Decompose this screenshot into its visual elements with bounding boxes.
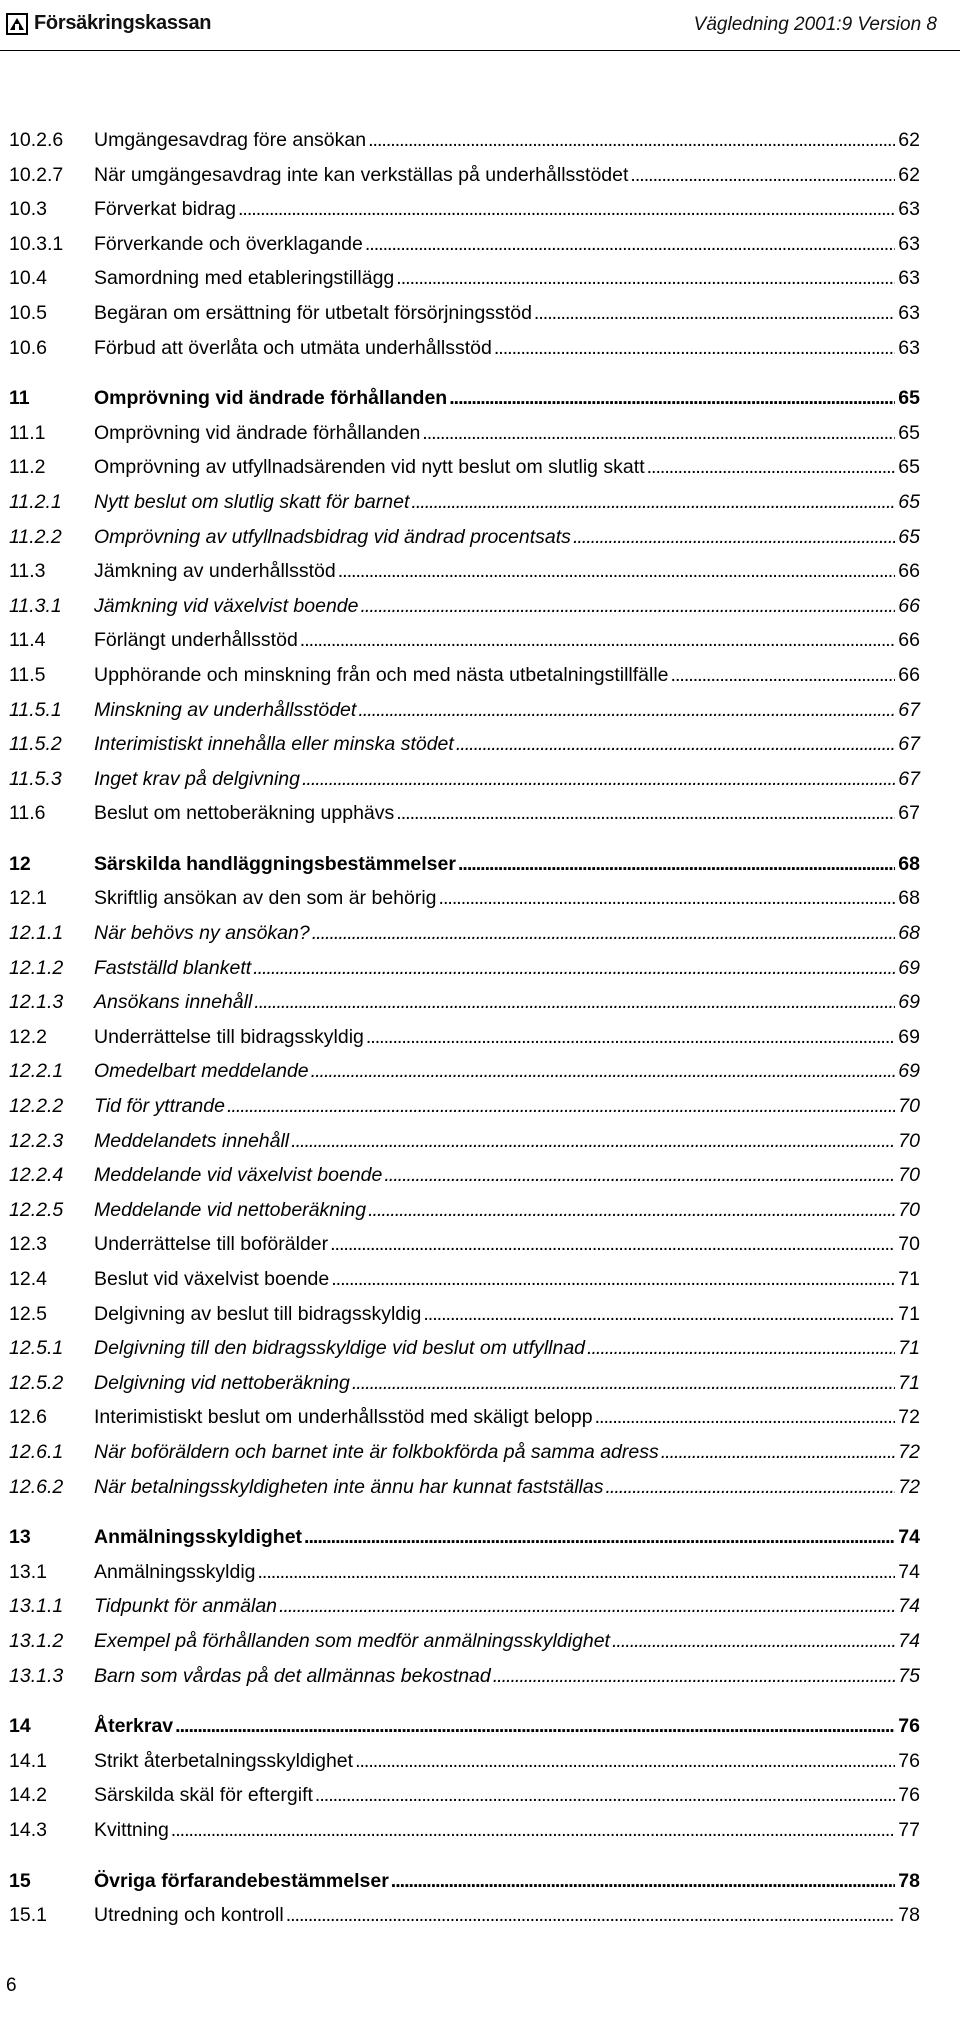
toc-chapter-entry[interactable] xyxy=(9,1520,920,1555)
toc-entry[interactable] xyxy=(9,1624,920,1659)
dot-leader xyxy=(534,296,895,331)
toc-chapter-entry[interactable] xyxy=(9,381,920,416)
toc-entry-title: Nytt beslut om slutlig skatt för barnet xyxy=(94,490,410,513)
section-gap xyxy=(9,365,920,381)
toc-entry-page: 66 xyxy=(898,594,920,617)
toc-entry-number: 11 xyxy=(9,387,30,410)
dot-leader xyxy=(661,1435,896,1470)
toc-entry-page: 68 xyxy=(898,922,920,945)
toc-entry-number: 15 xyxy=(9,1869,31,1892)
toc-chapter-entry[interactable] xyxy=(9,847,920,882)
toc-entry-number: 13.1.3 xyxy=(9,1664,64,1687)
dot-leader xyxy=(612,1624,895,1659)
toc-entry[interactable] xyxy=(9,1778,920,1813)
toc-entry[interactable] xyxy=(9,450,920,485)
toc-entry-page: 70 xyxy=(898,1164,920,1187)
toc-entry-page: 62 xyxy=(898,163,920,186)
toc-entry-number: 13.1.2 xyxy=(9,1629,64,1652)
toc-entry-number: 11.3 xyxy=(9,560,46,583)
toc-entry[interactable] xyxy=(9,1898,920,1933)
dot-leader xyxy=(365,227,895,262)
dot-leader xyxy=(458,847,895,882)
toc-entry-number: 11.5.1 xyxy=(9,698,62,721)
header-divider xyxy=(0,50,960,51)
toc-entry-number: 10.3 xyxy=(9,198,47,221)
table-of-contents xyxy=(9,123,920,1933)
toc-entry[interactable] xyxy=(9,985,920,1020)
toc-entry-page: 70 xyxy=(898,1095,920,1118)
toc-entry-page: 62 xyxy=(898,129,920,151)
toc-entry-title: Övriga förfarandebestämmelser xyxy=(94,1869,389,1892)
toc-entry[interactable] xyxy=(9,123,920,158)
document-reference: Vägledning 2001:9 Version 8 xyxy=(693,14,937,35)
toc-entry-title: Omprövning vid ändrade förhållanden xyxy=(94,387,448,410)
toc-entry[interactable] xyxy=(9,796,920,831)
toc-entry-page: 63 xyxy=(898,267,920,290)
toc-entry-title: Meddelande vid växelvist boende xyxy=(94,1164,383,1187)
dot-leader xyxy=(573,520,895,555)
toc-entry-page: 70 xyxy=(898,1129,920,1152)
dot-leader xyxy=(352,1366,895,1401)
toc-entry[interactable] xyxy=(9,485,920,520)
toc-entry-number: 11.5.3 xyxy=(9,767,62,790)
toc-entry-number: 12.2 xyxy=(9,1025,47,1048)
toc-entry-title: Samordning med etableringstillägg xyxy=(94,267,395,290)
toc-entry[interactable] xyxy=(9,227,920,262)
toc-entry-number: 12.5.1 xyxy=(9,1337,64,1360)
toc-entry-title: Delgivning av beslut till bidragsskyldig xyxy=(94,1302,422,1325)
logo-icon xyxy=(6,13,28,35)
toc-entry-number: 14.2 xyxy=(9,1784,47,1807)
toc-entry[interactable] xyxy=(9,623,920,658)
toc-entry[interactable] xyxy=(9,1297,920,1332)
page-number: 6 xyxy=(6,1975,17,1996)
toc-entry-number: 13.1.1 xyxy=(9,1595,64,1618)
toc-entry-number: 11.6 xyxy=(9,802,46,825)
toc-entry-title: Skriftlig ansökan av den som är behörig xyxy=(94,887,437,910)
dot-leader xyxy=(338,554,896,589)
dot-leader xyxy=(279,1589,895,1624)
section-gap xyxy=(9,1848,920,1864)
toc-entry-number: 10.2.6 xyxy=(9,129,64,151)
page-header xyxy=(0,0,960,56)
toc-entry-title: Tid för yttrande xyxy=(94,1095,225,1118)
toc-entry[interactable] xyxy=(9,1366,920,1401)
toc-entry-number: 12.1.3 xyxy=(9,991,64,1014)
toc-entry-page: 63 xyxy=(898,336,920,359)
toc-entry[interactable] xyxy=(9,158,920,193)
toc-entry-title: Interimistiskt beslut om underhållsstöd med skäligt belopp xyxy=(94,1406,593,1429)
toc-entry-title: Anmälningsskyldighet xyxy=(94,1526,303,1549)
toc-entry-title: Omprövning av utfyllnadsbidrag vid ändrad procentsats xyxy=(94,525,571,548)
toc-entry-title: Delgivning till den bidragsskyldige vid beslut om utfyllnad xyxy=(94,1337,586,1360)
toc-entry-number: 10.4 xyxy=(9,267,47,290)
toc-entry[interactable] xyxy=(9,658,920,693)
dot-leader xyxy=(302,762,895,797)
toc-entry[interactable] xyxy=(9,589,920,624)
dot-leader xyxy=(253,951,895,986)
dot-leader xyxy=(396,261,895,296)
toc-entry-title: Begäran om ersättning för utbetalt försörjningsstöd xyxy=(94,301,532,324)
dot-leader xyxy=(315,1778,895,1813)
dot-leader xyxy=(291,1124,895,1159)
toc-entry[interactable] xyxy=(9,1193,920,1228)
toc-entry-number: 11.3.1 xyxy=(9,594,62,617)
toc-entry-number: 11.4 xyxy=(9,629,46,652)
toc-entry-page: 72 xyxy=(898,1406,920,1429)
toc-entry[interactable] xyxy=(9,1813,920,1848)
dot-leader xyxy=(439,881,896,916)
toc-entry-number: 11.5.2 xyxy=(9,733,62,756)
toc-entry-title: När betalningsskyldigheten inte ännu har kunnat fastställas xyxy=(94,1475,604,1498)
toc-entry-page: 67 xyxy=(898,698,920,721)
toc-entry-title: Strikt återbetalningsskyldighet xyxy=(94,1749,354,1772)
toc-entry-title: Inget krav på delgivning xyxy=(94,767,300,790)
toc-entry[interactable] xyxy=(9,1400,920,1435)
toc-entry-page: 71 xyxy=(898,1268,920,1290)
toc-entry-number: 12.1.2 xyxy=(9,956,64,979)
toc-entry-number: 12.2.5 xyxy=(9,1198,64,1221)
toc-entry-title: Särskilda skäl för eftergift xyxy=(94,1784,313,1807)
dot-leader xyxy=(331,1262,895,1297)
toc-entry-page: 65 xyxy=(898,421,920,444)
toc-entry-title: Ansökans innehåll xyxy=(94,991,253,1014)
toc-entry-page: 75 xyxy=(898,1664,920,1687)
toc-entry-number: 14.3 xyxy=(9,1818,47,1841)
toc-entry-page: 76 xyxy=(898,1749,920,1772)
dot-leader xyxy=(304,1520,895,1555)
toc-entry-page: 74 xyxy=(898,1629,920,1652)
toc-entry-title: Förlängt underhållsstöd xyxy=(94,629,298,652)
toc-entry-title: Återkrav xyxy=(94,1715,174,1738)
toc-chapter-entry[interactable] xyxy=(9,1709,920,1744)
toc-entry[interactable] xyxy=(9,1262,920,1297)
logo-text: Försäkringskassan xyxy=(34,12,212,34)
toc-entry-page: 63 xyxy=(898,198,920,221)
dot-leader xyxy=(358,693,895,728)
toc-entry-page: 66 xyxy=(898,560,920,583)
toc-entry-page: 74 xyxy=(898,1560,920,1583)
toc-entry-page: 71 xyxy=(898,1302,920,1325)
toc-entry-title: Interimistiskt innehålla eller minska stödet xyxy=(94,733,454,756)
toc-entry-page: 76 xyxy=(898,1715,920,1738)
toc-entry[interactable] xyxy=(9,1470,920,1505)
toc-entry-title: Kvittning xyxy=(94,1818,169,1841)
toc-entry-number: 11.2.1 xyxy=(9,490,62,513)
toc-entry-page: 69 xyxy=(898,1025,920,1048)
section-gap xyxy=(9,1693,920,1709)
toc-entry[interactable] xyxy=(9,762,920,797)
toc-entry[interactable] xyxy=(9,416,920,451)
toc-entry-title: Umgängesavdrag före ansökan xyxy=(94,129,367,151)
dot-leader xyxy=(366,1020,895,1055)
toc-entry-page: 77 xyxy=(898,1818,920,1841)
dot-leader xyxy=(449,381,895,416)
section-gap xyxy=(9,1504,920,1520)
toc-entry-number: 15.1 xyxy=(9,1904,47,1927)
toc-entry-number: 12.2.1 xyxy=(9,1060,64,1083)
toc-entry-page: 69 xyxy=(898,1060,920,1083)
toc-entry-title: Underrättelse till bidragsskyldig xyxy=(94,1025,364,1048)
section-gap xyxy=(9,831,920,847)
toc-entry-title: Beslut vid växelvist boende xyxy=(94,1268,330,1290)
toc-entry-title: Jämkning av underhållsstöd xyxy=(94,560,336,583)
toc-entry-title: Särskilda handläggningsbestämmelser xyxy=(94,852,456,875)
toc-entry[interactable] xyxy=(9,1227,920,1262)
dot-leader xyxy=(238,192,895,227)
dot-leader xyxy=(368,1193,895,1228)
toc-entry[interactable] xyxy=(9,1659,920,1694)
toc-entry-number: 12.3 xyxy=(9,1233,47,1256)
toc-entry[interactable] xyxy=(9,1089,920,1124)
toc-entry-title: Delgivning vid nettoberäkning xyxy=(94,1371,350,1394)
toc-entry-title: Omprövning vid ändrade förhållanden xyxy=(94,421,421,444)
toc-entry-number: 14.1 xyxy=(9,1749,47,1772)
toc-entry[interactable] xyxy=(9,1435,920,1470)
toc-entry-number: 12.5.2 xyxy=(9,1371,64,1394)
dot-leader xyxy=(286,1898,896,1933)
toc-entry-page: 70 xyxy=(898,1198,920,1221)
dot-leader xyxy=(494,331,895,366)
toc-entry-title: Förverkande och överklagande xyxy=(94,232,363,255)
dot-leader xyxy=(391,1864,896,1899)
toc-entry[interactable] xyxy=(9,192,920,227)
dot-leader xyxy=(312,916,896,951)
toc-entry-title: Beslut om nettoberäkning upphävs xyxy=(94,802,395,825)
toc-entry-page: 71 xyxy=(898,1337,920,1360)
toc-entry[interactable] xyxy=(9,881,920,916)
dot-leader xyxy=(258,1555,896,1590)
toc-entry[interactable] xyxy=(9,261,920,296)
toc-entry-title: Jämkning vid växelvist boende xyxy=(94,594,359,617)
toc-entry[interactable] xyxy=(9,331,920,366)
toc-entry-number: 10.5 xyxy=(9,301,47,324)
toc-entry-number: 12.6.1 xyxy=(9,1440,64,1463)
dot-leader xyxy=(311,1054,896,1089)
toc-entry-number: 11.5 xyxy=(9,663,46,686)
toc-entry-title: Underrättelse till boförälder xyxy=(94,1233,329,1256)
toc-entry-page: 67 xyxy=(898,802,920,825)
toc-entry-number: 12.2.4 xyxy=(9,1164,64,1187)
toc-entry-number: 10.2.7 xyxy=(9,163,64,186)
dot-leader xyxy=(330,1227,895,1262)
toc-entry-number: 12 xyxy=(9,852,31,875)
toc-entry-title: När umgängesavdrag inte kan verkställas på underhållsstödet xyxy=(94,163,629,186)
toc-entry[interactable] xyxy=(9,1589,920,1624)
toc-entry-page: 66 xyxy=(898,629,920,652)
toc-entry[interactable] xyxy=(9,554,920,589)
toc-entry-title: När behövs ny ansökan? xyxy=(94,922,310,945)
toc-entry-number: 11.1 xyxy=(9,421,46,444)
toc-entry-number: 12.1.1 xyxy=(9,922,64,945)
toc-entry[interactable] xyxy=(9,727,920,762)
toc-entry-number: 10.6 xyxy=(9,336,47,359)
toc-entry-title: Upphörande och minskning från och med nästa utbetalningstillfälle xyxy=(94,663,669,686)
toc-entry-title: Omprövning av utfyllnadsärenden vid nytt beslut om slutlig skatt xyxy=(94,456,645,479)
toc-entry[interactable] xyxy=(9,693,920,728)
toc-entry-number: 11.2 xyxy=(9,456,46,479)
toc-entry-page: 66 xyxy=(898,663,920,686)
toc-entry[interactable] xyxy=(9,916,920,951)
dot-leader xyxy=(456,727,895,762)
toc-entry[interactable] xyxy=(9,1158,920,1193)
toc-entry-number: 12.2.2 xyxy=(9,1095,64,1118)
toc-entry-number: 12.6.2 xyxy=(9,1475,64,1498)
toc-entry-page: 67 xyxy=(898,733,920,756)
toc-entry[interactable] xyxy=(9,951,920,986)
toc-chapter-entry[interactable] xyxy=(9,1864,920,1899)
toc-entry[interactable] xyxy=(9,1744,920,1779)
toc-entry-page: 63 xyxy=(898,232,920,255)
dot-leader xyxy=(423,1297,895,1332)
toc-entry-number: 13.1 xyxy=(9,1560,47,1583)
toc-entry-page: 68 xyxy=(898,852,920,875)
toc-entry-page: 72 xyxy=(898,1475,920,1498)
toc-entry[interactable] xyxy=(9,1555,920,1590)
dot-leader xyxy=(384,1158,895,1193)
toc-entry-page: 78 xyxy=(898,1869,920,1892)
dot-leader xyxy=(396,796,895,831)
toc-entry-title: Exempel på förhållanden som medför anmälningsskyldighet xyxy=(94,1629,610,1652)
dot-leader xyxy=(355,1744,895,1779)
toc-entry[interactable] xyxy=(9,1331,920,1366)
toc-entry[interactable] xyxy=(9,1054,920,1089)
toc-entry-title: Tidpunkt för anmälan xyxy=(94,1595,278,1618)
toc-entry[interactable] xyxy=(9,1124,920,1159)
dot-leader xyxy=(175,1709,895,1744)
toc-entry-title: Förverkat bidrag xyxy=(94,198,236,221)
toc-entry-page: 76 xyxy=(898,1784,920,1807)
dot-leader xyxy=(587,1331,895,1366)
dot-leader xyxy=(368,123,895,158)
toc-entry-title: Omedelbart meddelande xyxy=(94,1060,309,1083)
toc-entry-page: 71 xyxy=(898,1371,920,1394)
toc-entry[interactable] xyxy=(9,520,920,555)
toc-entry-number: 12.1 xyxy=(9,887,47,910)
toc-entry-title: Anmälningsskyldig xyxy=(94,1560,256,1583)
toc-entry-page: 72 xyxy=(898,1440,920,1463)
toc-entry-number: 12.6 xyxy=(9,1406,47,1429)
dot-leader xyxy=(595,1400,896,1435)
toc-entry-title: Meddelandets innehåll xyxy=(94,1129,290,1152)
dot-leader xyxy=(630,158,895,193)
dot-leader xyxy=(493,1659,896,1694)
toc-entry-page: 70 xyxy=(898,1233,920,1256)
toc-entry-page: 74 xyxy=(898,1595,920,1618)
toc-entry-title: Utredning och kontroll xyxy=(94,1904,284,1927)
toc-entry-page: 65 xyxy=(898,456,920,479)
toc-entry-number: 10.3.1 xyxy=(9,232,64,255)
toc-entry-page: 68 xyxy=(898,887,920,910)
toc-entry-page: 65 xyxy=(898,387,920,410)
dot-leader xyxy=(254,985,895,1020)
toc-entry-title: Minskning av underhållsstödet xyxy=(94,698,357,721)
toc-entry-page: 65 xyxy=(898,525,920,548)
toc-entry-page: 67 xyxy=(898,767,920,790)
toc-entry-number: 14 xyxy=(9,1715,31,1738)
dot-leader xyxy=(171,1813,896,1848)
dot-leader xyxy=(300,623,896,658)
toc-entry-title: När boföräldern och barnet inte är folkbokförda på samma adress xyxy=(94,1440,659,1463)
toc-entry-title: Fastställd blankett xyxy=(94,956,252,979)
toc-entry-number: 12.4 xyxy=(9,1268,47,1290)
toc-entry-page: 69 xyxy=(898,991,920,1014)
logo xyxy=(6,12,211,35)
toc-entry-number: 13 xyxy=(9,1526,31,1549)
dot-leader xyxy=(647,450,896,485)
toc-entry[interactable] xyxy=(9,296,920,331)
toc-entry-number: 12.2.3 xyxy=(9,1129,64,1152)
dot-leader xyxy=(422,416,895,451)
dot-leader xyxy=(411,485,895,520)
toc-entry-page: 74 xyxy=(898,1526,920,1549)
toc-entry-number: 12.5 xyxy=(9,1302,47,1325)
toc-entry-page: 69 xyxy=(898,956,920,979)
toc-entry-page: 63 xyxy=(898,301,920,324)
toc-entry-title: Förbud att överlåta och utmäta underhållsstöd xyxy=(94,336,492,359)
dot-leader xyxy=(227,1089,895,1124)
dot-leader xyxy=(606,1470,896,1505)
toc-entry-title: Meddelande vid nettoberäkning xyxy=(94,1198,367,1221)
toc-entry-page: 78 xyxy=(898,1904,920,1927)
toc-entry-page: 65 xyxy=(898,490,920,513)
toc-entry-number: 11.2.2 xyxy=(9,525,62,548)
toc-entry[interactable] xyxy=(9,1020,920,1055)
toc-entry-title: Barn som vårdas på det allmännas bekostnad xyxy=(94,1664,491,1687)
dot-leader xyxy=(671,658,896,693)
dot-leader xyxy=(360,589,895,624)
